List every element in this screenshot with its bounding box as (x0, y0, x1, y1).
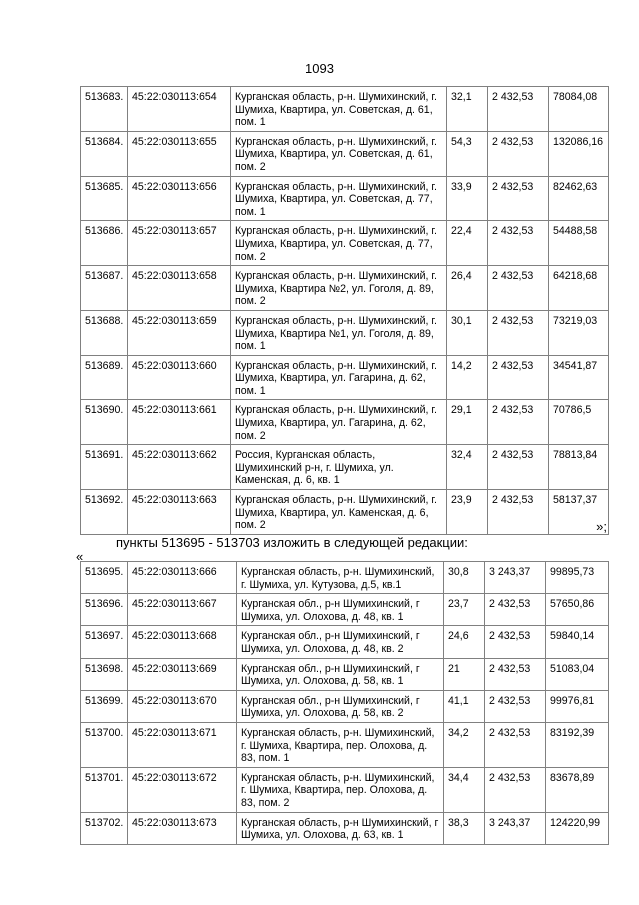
cadastral-value-cell: 78084,08 (549, 87, 609, 132)
row-number-cell: 513702. (81, 812, 128, 844)
address-cell: Курганская обл., р-н Шумихинский, г Шумиха, ул. Олохова, д. 58, кв. 2 (237, 690, 444, 722)
table-row (81, 355, 609, 400)
address-cell: Курганская область, р-н. Шумихинский, г. Шумиха, ул. Кутузова, д.5, кв.1 (237, 562, 444, 594)
area-cell: 34,4 (444, 767, 485, 812)
cadastral-number-cell: 45:22:030113:660 (128, 355, 231, 400)
address-cell: Курганская область, р-н. Шумихинский, г. Шумиха, Квартира, ул. Советская, д. 61, пом. 2 (231, 131, 447, 176)
row-number-cell: 513701. (81, 767, 128, 812)
rate-cell: 2 432,53 (488, 221, 549, 266)
cadastral-value-cell: 82462,63 (549, 176, 609, 221)
cadastral-table-2 (80, 561, 609, 845)
row-number-cell: 513697. (81, 626, 128, 658)
table-row (81, 594, 609, 626)
address-cell: Курганская область, р-н Шумихинский, г Шумиха, ул. Олохова, д. 63, кв. 1 (237, 812, 444, 844)
table-row (81, 87, 609, 132)
cadastral-number-cell: 45:22:030113:663 (128, 490, 231, 535)
table-row (81, 722, 609, 767)
cadastral-number-cell: 45:22:030113:657 (128, 221, 231, 266)
area-cell: 23,9 (447, 490, 488, 535)
cadastral-number-cell: 45:22:030113:671 (128, 722, 237, 767)
area-cell: 33,9 (447, 176, 488, 221)
cadastral-value-cell: 99976,81 (546, 690, 609, 722)
address-cell: Курганская область, р-н. Шумихинский, г. Шумиха, Квартира, пер. Олохова, д. 83, пом. 1 (237, 722, 444, 767)
table-row (81, 400, 609, 445)
area-cell: 26,4 (447, 266, 488, 311)
cadastral-value-cell: 132086,16 (549, 131, 609, 176)
cadastral-number-cell: 45:22:030113:667 (128, 594, 237, 626)
amendment-intro-text: пункты 513695 - 513703 изложить в следующей редакции: (116, 535, 468, 550)
cadastral-value-cell: 59840,14 (546, 626, 609, 658)
address-cell: Курганская область, р-н. Шумихинский, г. Шумиха, Квартира, ул. Гагарина, д. 62, пом. 2 (231, 400, 447, 445)
area-cell: 32,4 (447, 445, 488, 490)
area-cell: 29,1 (447, 400, 488, 445)
cadastral-number-cell: 45:22:030113:659 (128, 310, 231, 355)
cadastral-value-cell: 78813,84 (549, 445, 609, 490)
address-cell: Курганская область, р-н. Шумихинский, г. Шумиха, Квартира, пер. Олохова, д. 83, пом. 2 (237, 767, 444, 812)
area-cell: 30,8 (444, 562, 485, 594)
cadastral-number-cell: 45:22:030113:668 (128, 626, 237, 658)
closing-quote: »; (596, 519, 607, 534)
cadastral-number-cell: 45:22:030113:655 (128, 131, 231, 176)
row-number-cell: 513691. (81, 445, 128, 490)
cadastral-value-cell: 83192,39 (546, 722, 609, 767)
row-number-cell: 513688. (81, 310, 128, 355)
rate-cell: 2 432,53 (488, 400, 549, 445)
area-cell: 14,2 (447, 355, 488, 400)
row-number-cell: 513689. (81, 355, 128, 400)
table-row (81, 131, 609, 176)
row-number-cell: 513699. (81, 690, 128, 722)
address-cell: Курганская область, р-н. Шумихинский, г. Шумиха, Квартира, ул. Гагарина, д. 62, пом. 1 (231, 355, 447, 400)
address-cell: Курганская обл., р-н Шумихинский, г Шумиха, ул. Олохова, д. 48, кв. 1 (237, 594, 444, 626)
rate-cell: 2 432,53 (485, 658, 546, 690)
table-row (81, 490, 609, 535)
table-row (81, 176, 609, 221)
row-number-cell: 513692. (81, 490, 128, 535)
area-cell: 38,3 (444, 812, 485, 844)
address-cell: Курганская область, р-н. Шумихинский, г. Шумиха, Квартира, ул. Каменская, д. 6, пом. 2 (231, 490, 447, 535)
area-cell: 30,1 (447, 310, 488, 355)
rate-cell: 2 432,53 (485, 722, 546, 767)
cadastral-number-cell: 45:22:030113:673 (128, 812, 237, 844)
row-number-cell: 513696. (81, 594, 128, 626)
row-number-cell: 513686. (81, 221, 128, 266)
row-number-cell: 513690. (81, 400, 128, 445)
area-cell: 24,6 (444, 626, 485, 658)
cadastral-number-cell: 45:22:030113:670 (128, 690, 237, 722)
table-row (81, 266, 609, 311)
rate-cell: 3 243,37 (485, 562, 546, 594)
table-row (81, 626, 609, 658)
area-cell: 34,2 (444, 722, 485, 767)
address-cell: Курганская область, р-н. Шумихинский, г. Шумиха, Квартира, ул. Советская, д. 77, пом. 2 (231, 221, 447, 266)
area-cell: 32,1 (447, 87, 488, 132)
area-cell: 54,3 (447, 131, 488, 176)
table-row (81, 445, 609, 490)
cadastral-value-cell: 99895,73 (546, 562, 609, 594)
cadastral-value-cell: 124220,99 (546, 812, 609, 844)
cadastral-number-cell: 45:22:030113:656 (128, 176, 231, 221)
table-row (81, 221, 609, 266)
rate-cell: 2 432,53 (488, 176, 549, 221)
cadastral-number-cell: 45:22:030113:669 (128, 658, 237, 690)
cadastral-number-cell: 45:22:030113:658 (128, 266, 231, 311)
area-cell: 21 (444, 658, 485, 690)
cadastral-value-cell: 64218,68 (549, 266, 609, 311)
row-number-cell: 513683. (81, 87, 128, 132)
rate-cell: 2 432,53 (488, 131, 549, 176)
row-number-cell: 513700. (81, 722, 128, 767)
area-cell: 41,1 (444, 690, 485, 722)
rate-cell: 2 432,53 (485, 626, 546, 658)
cadastral-value-cell: 73219,03 (549, 310, 609, 355)
cadastral-number-cell: 45:22:030113:661 (128, 400, 231, 445)
rate-cell: 2 432,53 (485, 690, 546, 722)
row-number-cell: 513687. (81, 266, 128, 311)
rate-cell: 2 432,53 (485, 594, 546, 626)
table-row (81, 310, 609, 355)
rate-cell: 2 432,53 (488, 87, 549, 132)
table-row (81, 562, 609, 594)
cadastral-number-cell: 45:22:030113:662 (128, 445, 231, 490)
cadastral-value-cell: 34541,87 (549, 355, 609, 400)
page-number: 1093 (305, 61, 334, 76)
cadastral-table-1 (80, 86, 609, 535)
table-row (81, 690, 609, 722)
rate-cell: 2 432,53 (488, 490, 549, 535)
table-body (81, 87, 609, 535)
rate-cell: 2 432,53 (488, 355, 549, 400)
row-number-cell: 513684. (81, 131, 128, 176)
row-number-cell: 513685. (81, 176, 128, 221)
address-cell: Курганская область, р-н. Шумихинский, г. Шумиха, Квартира, ул. Советская, д. 77, пом. 1 (231, 176, 447, 221)
rate-cell: 2 432,53 (488, 310, 549, 355)
rate-cell: 2 432,53 (488, 445, 549, 490)
table-row (81, 767, 609, 812)
cadastral-value-cell: 57650,86 (546, 594, 609, 626)
table-row (81, 658, 609, 690)
opening-quote: « (76, 549, 84, 564)
cadastral-number-cell: 45:22:030113:654 (128, 87, 231, 132)
address-cell: Курганская обл., р-н Шумихинский, г Шумиха, ул. Олохова, д. 58, кв. 1 (237, 658, 444, 690)
cadastral-value-cell: 51083,04 (546, 658, 609, 690)
cadastral-number-cell: 45:22:030113:666 (128, 562, 237, 594)
address-cell: Россия, Курганская область, Шумихинский р-н, г. Шумиха, ул. Каменская, д. 6, кв. 1 (231, 445, 447, 490)
cadastral-value-cell: 58137,37 (549, 490, 609, 535)
rate-cell: 3 243,37 (485, 812, 546, 844)
table-row (81, 812, 609, 844)
area-cell: 22,4 (447, 221, 488, 266)
rate-cell: 2 432,53 (485, 767, 546, 812)
cadastral-value-cell: 70786,5 (549, 400, 609, 445)
row-number-cell: 513695. (81, 562, 128, 594)
area-cell: 23,7 (444, 594, 485, 626)
rate-cell: 2 432,53 (488, 266, 549, 311)
address-cell: Курганская область, р-н. Шумихинский, г. Шумиха, Квартира №2, ул. Гоголя, д. 89, пом. 2 (231, 266, 447, 311)
cadastral-value-cell: 54488,58 (549, 221, 609, 266)
table-body (81, 562, 609, 845)
address-cell: Курганская обл., р-н Шумихинский, г Шумиха, ул. Олохова, д. 48, кв. 2 (237, 626, 444, 658)
cadastral-number-cell: 45:22:030113:672 (128, 767, 237, 812)
address-cell: Курганская область, р-н. Шумихинский, г. Шумиха, Квартира №1, ул. Гоголя, д. 89, пом. 1 (231, 310, 447, 355)
address-cell: Курганская область, р-н. Шумихинский, г. Шумиха, Квартира, ул. Советская, д. 61, пом. 1 (231, 87, 447, 132)
cadastral-value-cell: 83678,89 (546, 767, 609, 812)
row-number-cell: 513698. (81, 658, 128, 690)
